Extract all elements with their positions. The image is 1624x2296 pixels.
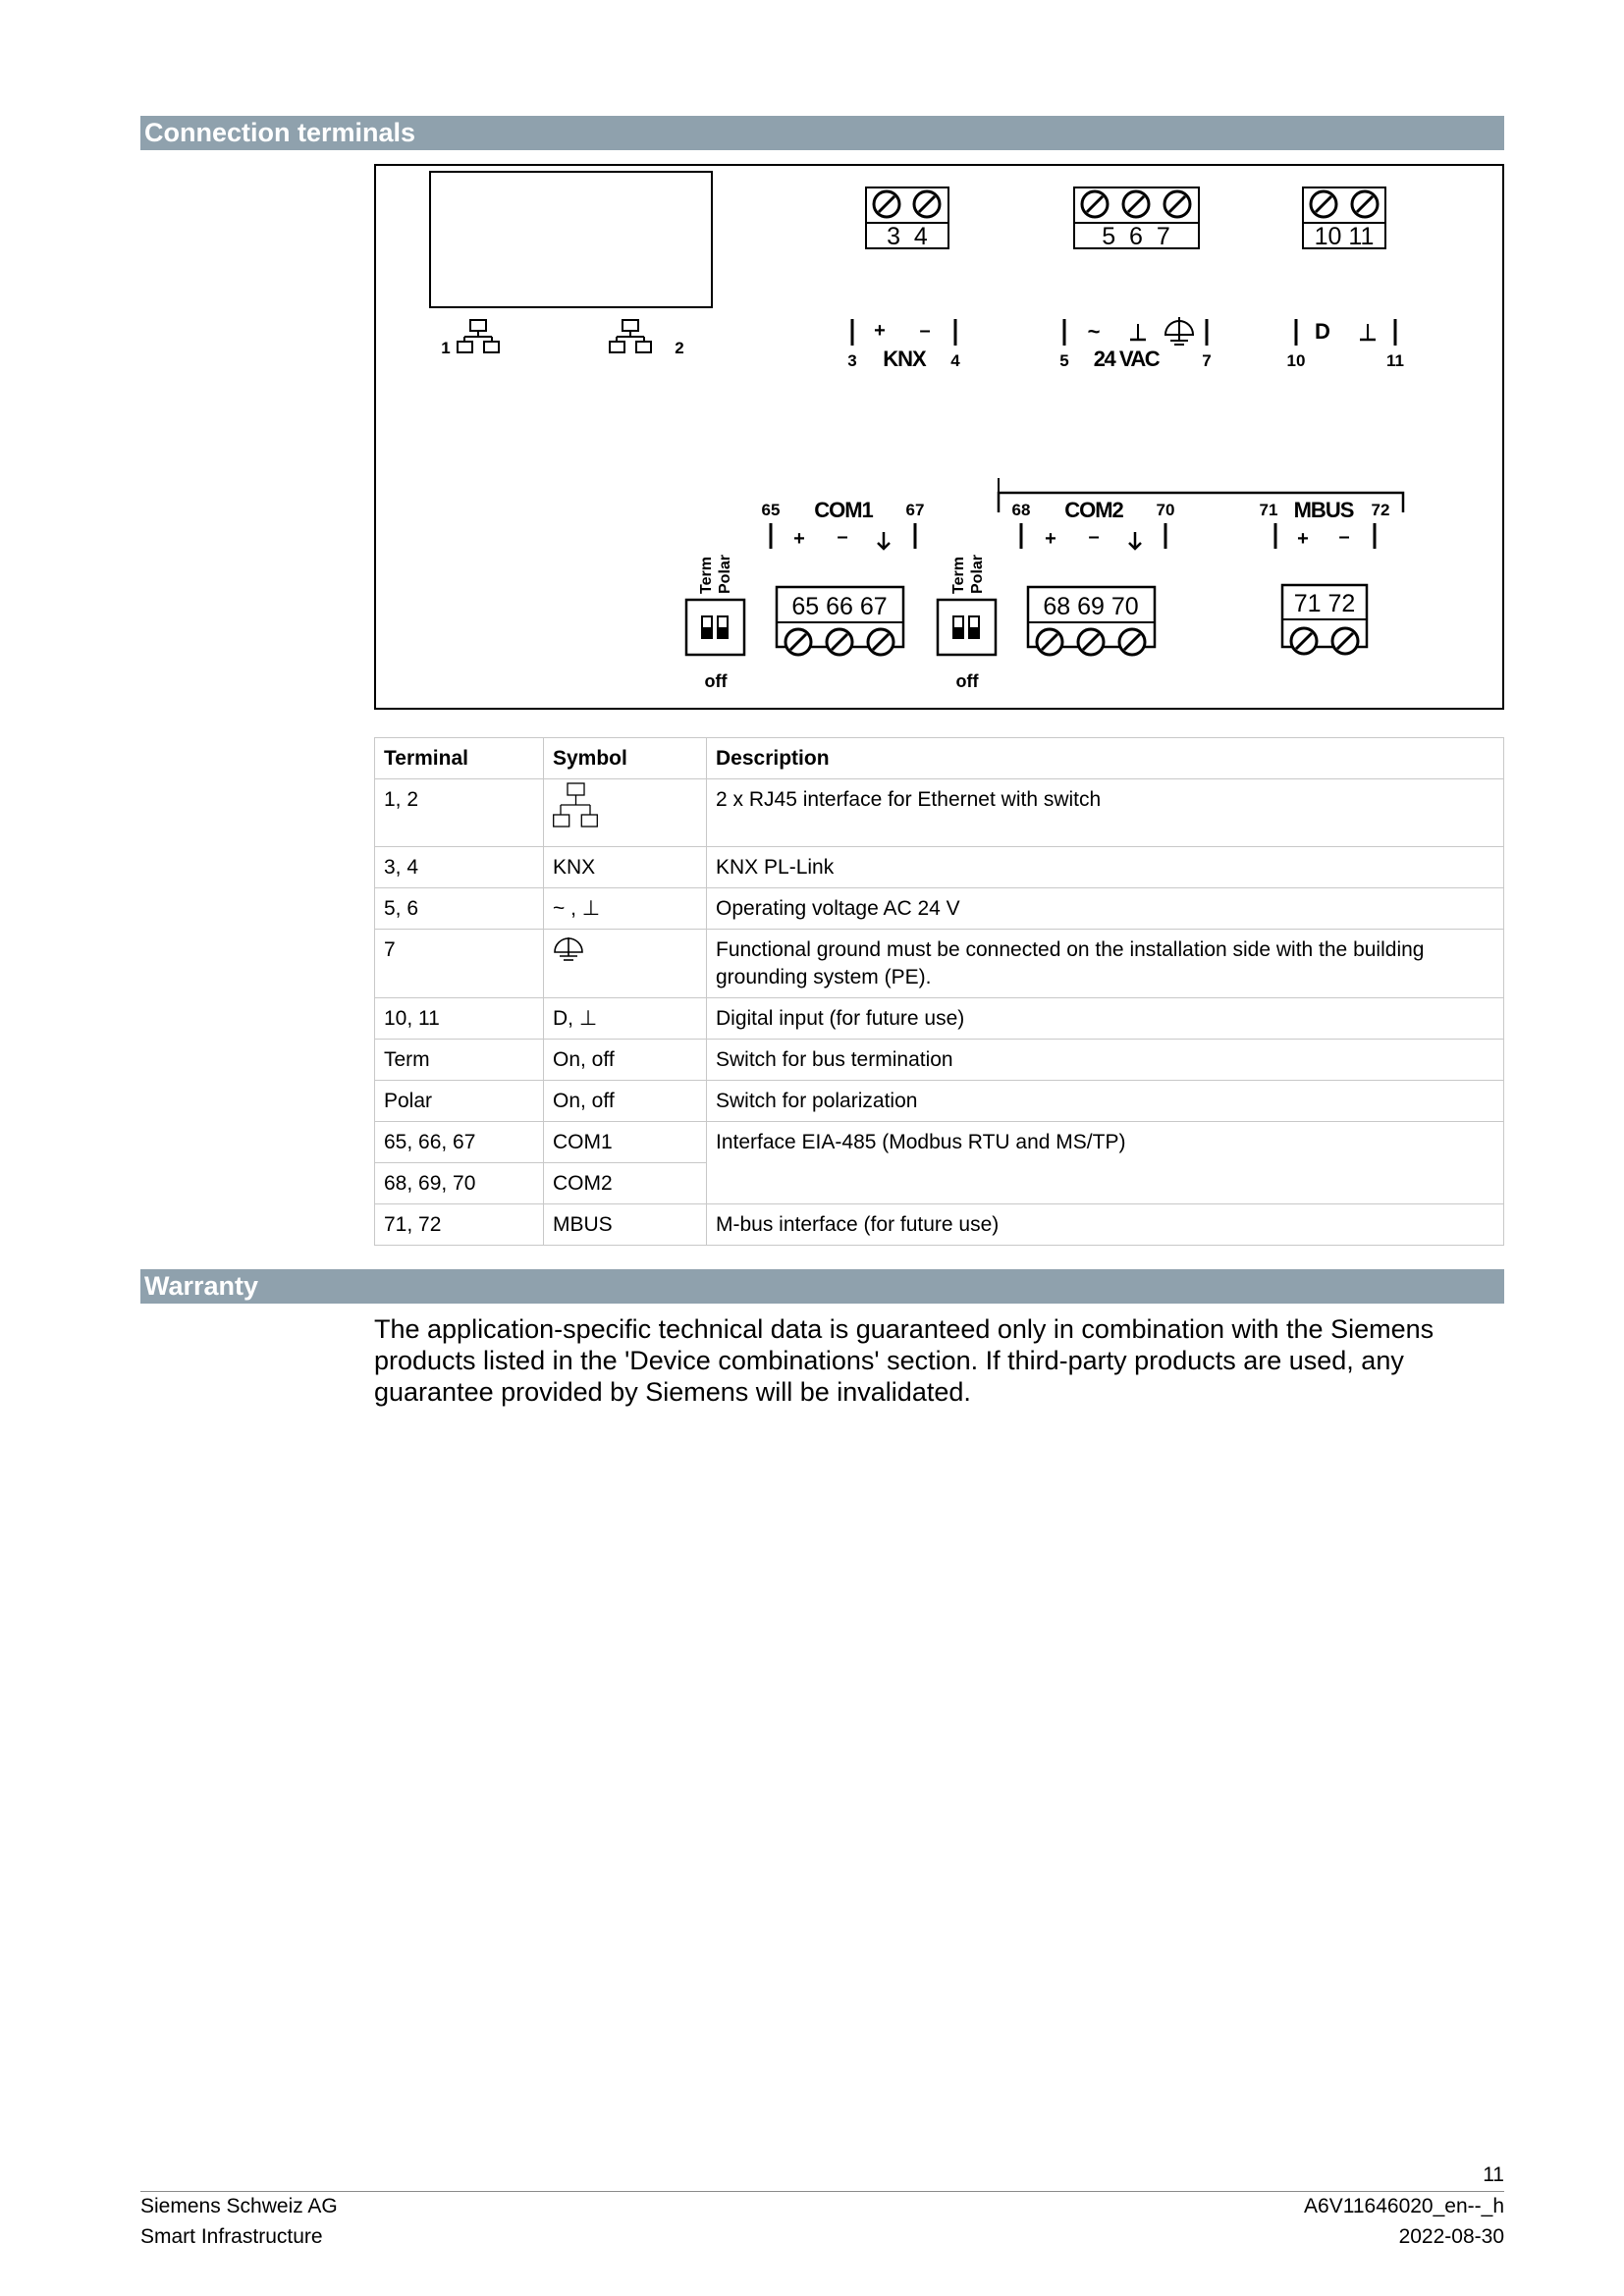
svg-text:3: 3 — [847, 351, 857, 370]
ethernet-port-2-icon — [610, 320, 651, 352]
com1-block-numbers: 65 66 67 — [791, 593, 888, 620]
cell-symbol: D, ⊥ — [544, 998, 707, 1040]
svg-text:–: – — [1088, 526, 1100, 548]
power-block-numbers: 5 6 7 — [1102, 223, 1170, 250]
table-row — [375, 1040, 1504, 1081]
svg-text:7: 7 — [1202, 351, 1212, 370]
cell-description: Switch for bus termination — [707, 1040, 1504, 1081]
page-number: 11 — [1483, 2163, 1504, 2186]
footer-division: Smart Infrastructure — [140, 2225, 323, 2248]
table-row — [375, 998, 1504, 1040]
ground-icon — [1360, 324, 1376, 340]
svg-text:65: 65 — [761, 501, 781, 519]
functional-ground-icon — [1165, 317, 1193, 345]
terminal-block-mbus — [1282, 585, 1367, 654]
cell-terminal: 10, 11 — [375, 998, 544, 1040]
knx-block-numbers: 3 4 — [887, 223, 928, 250]
cell-symbol: KNX — [544, 847, 707, 888]
section-header-connection-terminals: Connection terminals — [140, 116, 1504, 150]
terminal-block-digital — [1303, 187, 1385, 250]
display-window — [430, 172, 712, 307]
dip-switch-com1 — [686, 555, 744, 691]
cell-description: Functional ground must be connected on the installation side with the building grounding system (PE). — [707, 930, 1504, 998]
column-header-terminal: Terminal — [375, 738, 544, 779]
cell-symbol: On, off — [544, 1040, 707, 1081]
table-row — [375, 930, 1504, 998]
svg-text:11: 11 — [1386, 351, 1404, 370]
cell-symbol: On, off — [544, 1081, 707, 1122]
cell-terminal: 68, 69, 70 — [375, 1163, 544, 1204]
cell-terminal: 1, 2 — [375, 779, 544, 847]
table-row — [375, 847, 1504, 888]
cell-terminal: 7 — [375, 930, 544, 998]
terminal-block-com1 — [777, 587, 903, 655]
svg-text:Term: Term — [950, 557, 967, 594]
svg-text:10: 10 — [1286, 351, 1306, 370]
table-row — [375, 1122, 1504, 1163]
cell-symbol: MBUS — [544, 1204, 707, 1246]
svg-text:4: 4 — [950, 351, 960, 370]
footer-document-id: A6V11646020_en--_h — [1304, 2195, 1504, 2217]
svg-text:5: 5 — [1059, 351, 1069, 370]
svg-text:–: – — [919, 320, 931, 342]
svg-text:Term: Term — [698, 557, 715, 594]
cell-description: 2 x RJ45 interface for Ethernet with switch — [707, 779, 1504, 847]
eth-port-1-label: 1 — [441, 339, 451, 357]
terminal-block-power — [1074, 187, 1199, 250]
cell-description: Interface EIA-485 (Modbus RTU and MS/TP) — [707, 1122, 1504, 1204]
terminal-block-knx — [866, 187, 948, 250]
cell-terminal: 65, 66, 67 — [375, 1122, 544, 1163]
table-row — [375, 1204, 1504, 1246]
cell-symbol: ~ , ⊥ — [544, 888, 707, 930]
digital-block-numbers: 10 11 — [1314, 223, 1375, 250]
cell-terminal: Term — [375, 1040, 544, 1081]
svg-text:+: + — [874, 320, 886, 342]
footer-divider — [140, 2191, 1504, 2192]
svg-text:72: 72 — [1371, 501, 1390, 519]
com2-label: COM2 — [1064, 498, 1123, 522]
warranty-paragraph: The application-specific technical data is guaranteed only in combination with the Siemens products listed in the 'Device combinations' section. If third-party products are used, any guarantee provided by Siemens will be invalidated. — [374, 1314, 1435, 1407]
cell-description: KNX PL-Link — [707, 847, 1504, 888]
svg-text:Polar: Polar — [969, 554, 986, 594]
table-row — [375, 1081, 1504, 1122]
ethernet-switch-icon — [553, 781, 598, 836]
cell-description: Switch for polarization — [707, 1081, 1504, 1122]
svg-text:67: 67 — [905, 501, 925, 519]
svg-text:71: 71 — [1259, 501, 1278, 519]
ethernet-port-1-icon — [458, 320, 499, 352]
functional-ground-icon — [553, 936, 584, 962]
table-header-row — [375, 738, 1504, 779]
eth-port-2-label: 2 — [675, 339, 684, 357]
terminal-table — [374, 737, 1504, 1246]
table-row — [375, 888, 1504, 930]
svg-text:70: 70 — [1156, 501, 1175, 519]
mbus-block-numbers: 71 72 — [1293, 590, 1356, 617]
com1-label: COM1 — [814, 498, 873, 522]
cell-terminal: 3, 4 — [375, 847, 544, 888]
cell-terminal: 71, 72 — [375, 1204, 544, 1246]
svg-text:D: D — [1315, 319, 1330, 344]
svg-text:–: – — [1338, 526, 1350, 548]
svg-text:off: off — [704, 671, 728, 691]
terminal-block-com2 — [1028, 587, 1155, 655]
cell-symbol: COM2 — [544, 1163, 707, 1204]
terminal-diagram — [374, 164, 1504, 710]
svg-text:off: off — [955, 671, 979, 691]
cell-description: M-bus interface (for future use) — [707, 1204, 1504, 1246]
svg-text:–: – — [837, 526, 848, 548]
svg-text:~: ~ — [1087, 319, 1101, 344]
bus-ground-icon — [1129, 532, 1141, 549]
cell-symbol — [544, 779, 707, 847]
column-header-description: Description — [707, 738, 1504, 779]
com2-block-numbers: 68 69 70 — [1043, 593, 1139, 620]
svg-text:+: + — [793, 528, 805, 550]
cell-terminal: 5, 6 — [375, 888, 544, 930]
knx-label: KNX — [883, 347, 926, 371]
dip-switch-com2 — [938, 555, 996, 691]
svg-text:+: + — [1045, 528, 1056, 550]
footer-date: 2022-08-30 — [1398, 2225, 1504, 2248]
footer-company: Siemens Schweiz AG — [140, 2195, 338, 2217]
svg-text:Polar: Polar — [717, 554, 733, 594]
cell-description: Operating voltage AC 24 V — [707, 888, 1504, 930]
table-row — [375, 779, 1504, 847]
power-label: 24 VAC — [1093, 347, 1160, 371]
cell-terminal: Polar — [375, 1081, 544, 1122]
mbus-label: MBUS — [1293, 498, 1354, 522]
cell-symbol — [544, 930, 707, 998]
svg-text:+: + — [1297, 528, 1309, 550]
section-header-warranty: Warranty — [140, 1269, 1504, 1304]
cell-description: Digital input (for future use) — [707, 998, 1504, 1040]
column-header-symbol: Symbol — [544, 738, 707, 779]
ground-icon — [1130, 324, 1146, 340]
bus-ground-icon — [878, 532, 890, 549]
svg-text:68: 68 — [1011, 501, 1031, 519]
cell-symbol: COM1 — [544, 1122, 707, 1163]
